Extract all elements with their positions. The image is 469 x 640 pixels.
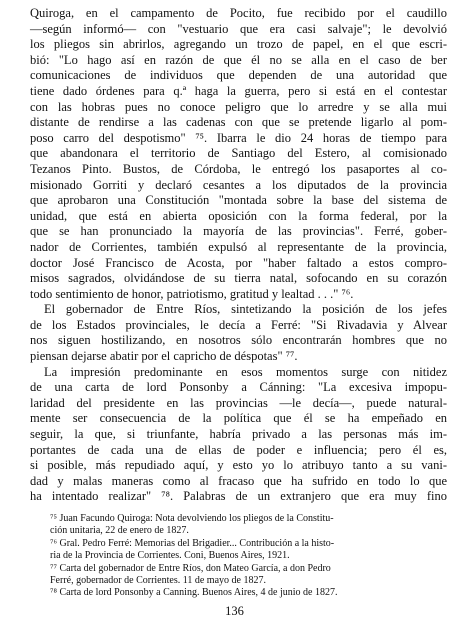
text-line: seguir, la que, si triunfante, habría privado a las personas más im- [30,427,447,442]
text-line: misionado Gorriti y declaró cesantes a los diputados de la provincia [30,177,447,192]
text-line: laridad del presidente en las provincias —le decía—, puede natural- [30,395,447,410]
text-line: piensan dejarse abatir por el capricho de déspotas" ⁷⁷. [30,349,298,364]
text-line: de una carta de lord Ponsonby a Cánning: "La excesiva impopu- [30,380,447,395]
text-line: Tezanos Pinto. Bustos, de Córdoba, le entregó los pasaportes al co- [30,161,447,176]
text-line: que se han pronunciado la mayoría de las provincias". Ferré, gober- [30,224,447,239]
footnote-line: ria de la Provincia de Corrientes. Coni, Buenos Aires, 1921. [50,550,290,562]
text-line: dad y malas maneras como al fracaso que ha sufrido en todo lo que [30,473,447,488]
text-line: poso carro del despotismo" ⁷⁵. Ibarra le dio 24 horas de tiempo para [30,130,447,145]
footnote-line: ⁷⁸ Carta de lord Ponsonby a Canning. Buenos Aires, 4 de junio de 1827. [50,587,338,599]
footnotes [30,513,447,600]
footnote-line: ⁷⁶ Gral. Pedro Ferré: Memorias del Brigadier... Contribución a la histo- [50,537,335,549]
text-line: La impresión predominante en esos momentos surge con nitidez [44,364,447,379]
text-line: comunicaciones de individuos que dependen de una autoridad que [30,68,447,83]
text-line: distante de rendirse a las cadenas con que se pretende ligarlo al pom- [30,115,447,130]
text-line: si posible, más repudiado aquí, y esto yo lo atribuyo tanto a su vani- [30,458,447,473]
footnote-line: ción unitaria, 22 de enero de 1827. [50,525,189,537]
text-line: —según informó— con "vestuario que era casi salvaje"; le devolvió [30,21,447,36]
text-line: tiene dado órdenes para q.ª haga la guerra, pero si está en el contestar [30,83,447,98]
text-line: bió: "Lo hago así en razón de que él no se alla en el caso de ber [30,52,447,67]
text-line: portantes de cada una de ellas de poder e influencia; pero él es, [30,442,447,457]
text-line: unidad, que está en abierta oposición con la forma federal, por la [30,208,447,223]
text-line: todo sentimiento de honor, patriotismo, gratitud y lealtad . . ." ⁷⁶. [30,286,354,301]
text-line: ha intentado realizar" ⁷⁸. Palabras de un extranjero que era muy fino [30,489,447,504]
text-line: doctor José Francisco de Acosta, por "haber faltado a estos compro- [30,255,447,270]
text-line: nos siguen hostilizando, en nosotros sólo encontrarán hombres que no [30,333,447,348]
text-line: los pliegos sin abrirlos, agregando un trozo de papel, en el que escri- [30,37,447,52]
text-line: El gobernador de Entre Ríos, sintetizando la posición de los jefes [44,302,447,317]
text-line: de los Estados provinciales, le decía a Ferré: "Si Rivadavia y Alvear [30,317,447,332]
text-line: que aprobaron una Constitución "montada sobre la base del sistema de [30,193,447,208]
footnote-line: Ferré, gobernador de Corrientes. 11 de mayo de 1827. [50,575,266,587]
text-line: Quiroga, en el campamento de Pocito, fue recibido por el caudillo [30,6,447,20]
footnote-line: ⁷⁵ Juan Facundo Quiroga: Nota devolviendo los pliegos de la Constitu- [50,513,334,524]
text-line: misos sagrados, olvidándose de su tierra natal, sofocando en su corazón [30,271,447,286]
text-line: que abandonara el territorio de Santiago del Estero, al comisionado [30,146,447,161]
page-number: 136 [225,604,244,618]
text-line: nador de Corrientes, también expulsó al representante de la provincia, [30,239,447,254]
footnote-line: ⁷⁷ Carta del gobernador de Entre Ríos, don Mateo García, a don Pedro [50,562,331,574]
body-text [30,6,447,505]
text-line: mente ser consecuencia de la política que él se ha empeñado en [30,411,447,426]
text-line: con las hobras pues no conoce peligro que lo arredre y se alla mui [30,99,447,114]
